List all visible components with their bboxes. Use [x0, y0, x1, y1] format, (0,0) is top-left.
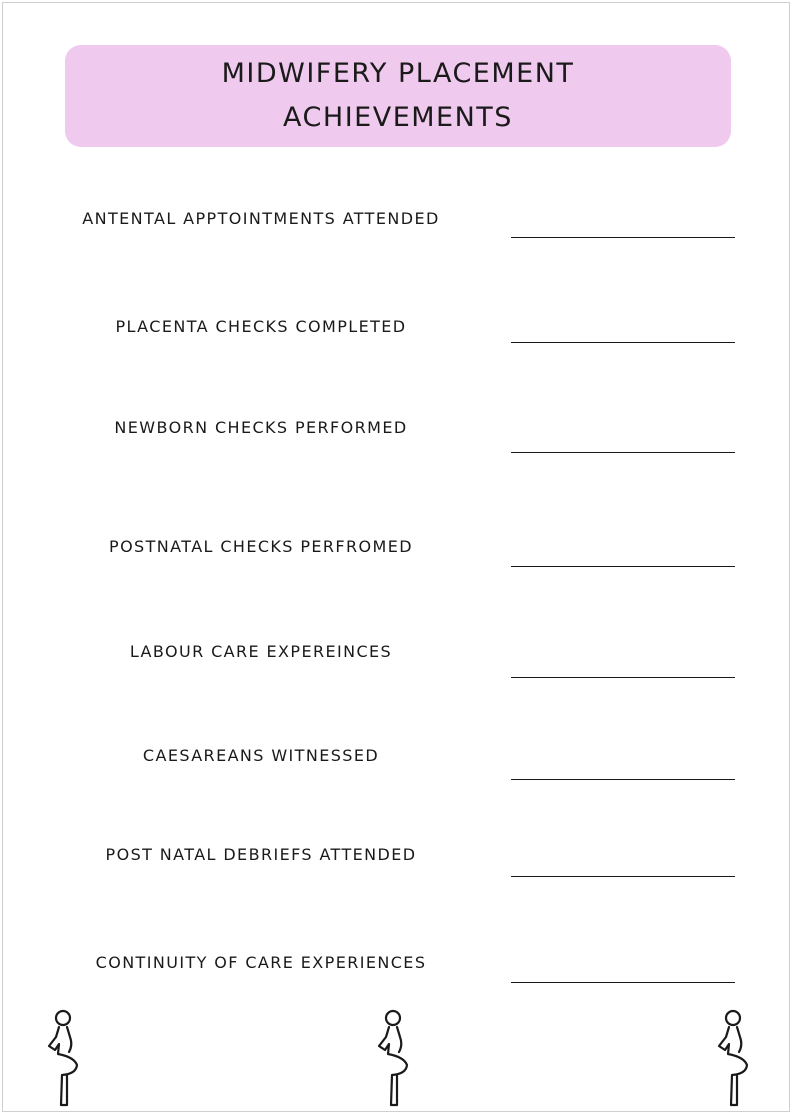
- pregnant-woman-icon: [711, 1007, 755, 1107]
- item-label-placenta-checks: PLACENTA CHECKS COMPLETED: [115, 317, 407, 336]
- item-line-labour-care[interactable]: [511, 677, 735, 678]
- item-line-postnatal-checks[interactable]: [511, 566, 735, 567]
- item-label-postnatal-checks: POSTNATAL CHECKS PERFROMED: [109, 537, 413, 556]
- item-line-postnatal-debriefs[interactable]: [511, 876, 735, 877]
- title-banner: [65, 45, 731, 147]
- item-line-antenatal-appointments[interactable]: [511, 237, 735, 238]
- item-label-continuity-of-care: CONTINUITY OF CARE EXPERIENCES: [95, 953, 427, 972]
- item-line-placenta-checks[interactable]: [511, 342, 735, 343]
- item-line-continuity-of-care[interactable]: [511, 982, 735, 983]
- item-label-antenatal-appointments: ANTENTAL APPTOINTMENTS ATTENDED: [82, 209, 440, 228]
- pregnant-woman-icon: [41, 1007, 85, 1107]
- item-label-labour-care: LABOUR CARE EXPEREINCES: [129, 642, 393, 661]
- achievements-page: [2, 2, 790, 1112]
- item-label-caesareans: CAESAREANS WITNESSED: [142, 746, 380, 765]
- pregnant-woman-icon: [371, 1007, 415, 1107]
- item-line-caesareans[interactable]: [511, 779, 735, 780]
- page-title-line-2: ACHIEVEMENTS: [283, 102, 513, 133]
- item-label-newborn-checks: NEWBORN CHECKS PERFORMED: [114, 418, 408, 437]
- item-label-postnatal-debriefs: POST NATAL DEBRIEFS ATTENDED: [105, 845, 417, 864]
- page-title-line-1: MIDWIFERY PLACEMENT: [221, 58, 575, 89]
- item-line-newborn-checks[interactable]: [511, 452, 735, 453]
